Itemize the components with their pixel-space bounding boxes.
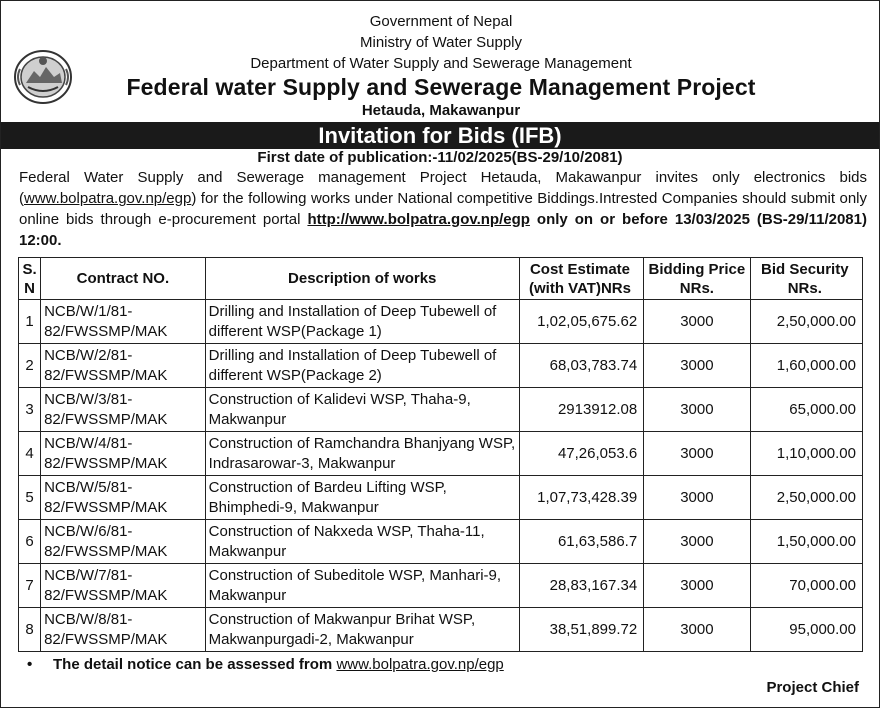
cell-contract: NCB/W/6/81-82/FWSSMP/MAK xyxy=(41,520,206,564)
bullet-icon: • xyxy=(27,656,33,673)
cell-cost: 1,07,73,428.39 xyxy=(519,476,643,520)
egp-link-inline[interactable]: www.bolpatra.gov.np/egp xyxy=(24,190,192,207)
cell-bidding: 3000 xyxy=(644,520,750,564)
cell-bidding: 3000 xyxy=(644,300,750,344)
cell-cost: 2913912.08 xyxy=(519,388,643,432)
cell-cost: 68,03,783.74 xyxy=(519,344,643,388)
table-header-row xyxy=(19,258,863,300)
cell-description: Drilling and Installation of Deep Tubewell of different WSP(Package 1) xyxy=(205,300,519,344)
header-contract: Contract NO. xyxy=(41,258,206,300)
cell-sn: 2 xyxy=(19,344,41,388)
notice-header xyxy=(1,1,879,121)
project-location: Hetauda, Makawanpur xyxy=(361,102,521,119)
cell-security: 2,50,000.00 xyxy=(750,300,862,344)
table-row xyxy=(19,388,863,432)
cell-contract: NCB/W/7/81-82/FWSSMP/MAK xyxy=(41,564,206,608)
cell-description: Construction of Subeditole WSP, Manhari-9, Makwanpur xyxy=(205,564,519,608)
egp-portal-link[interactable]: http://www.bolpatra.gov.np/egp xyxy=(307,211,530,228)
cell-security: 1,60,000.00 xyxy=(750,344,862,388)
header-bidding: Bidding Price NRs. xyxy=(644,258,750,300)
cell-security: 70,000.00 xyxy=(750,564,862,608)
cell-sn: 5 xyxy=(19,476,41,520)
cell-sn: 3 xyxy=(19,388,41,432)
cell-security: 2,50,000.00 xyxy=(750,476,862,520)
table-row xyxy=(19,520,863,564)
cell-contract: NCB/W/3/81-82/FWSSMP/MAK xyxy=(41,388,206,432)
cell-security: 65,000.00 xyxy=(750,388,862,432)
table-row xyxy=(19,564,863,608)
cell-contract: NCB/W/2/81-82/FWSSMP/MAK xyxy=(41,344,206,388)
table-row xyxy=(19,344,863,388)
cell-cost: 61,63,586.7 xyxy=(519,520,643,564)
cell-contract: NCB/W/1/81-82/FWSSMP/MAK xyxy=(41,300,206,344)
ministry-line: Ministry of Water Supply xyxy=(360,34,522,51)
intro-deadline: only on or before 13/03/2025 (BS-29/11/2081) 12:00. xyxy=(19,211,867,249)
cell-security: 1,10,000.00 xyxy=(750,432,862,476)
cell-description: Construction of Makwanpur Brihat WSP, Makwanpurgadi-2, Makwanpur xyxy=(205,608,519,652)
cell-bidding: 3000 xyxy=(644,388,750,432)
cell-sn: 7 xyxy=(19,564,41,608)
cell-security: 1,50,000.00 xyxy=(750,520,862,564)
cell-description: Construction of Ramchandra Bhanjyang WSP, Indrasarowar-3, Makwanpur xyxy=(205,432,519,476)
cell-sn: 8 xyxy=(19,608,41,652)
header-description: Description of works xyxy=(205,258,519,300)
table-row xyxy=(19,300,863,344)
table-row xyxy=(19,476,863,520)
publication-date: First date of publication:-11/02/2025(BS-29/10/2081) xyxy=(257,149,623,166)
project-title: Federal water Supply and Sewerage Management Project xyxy=(126,74,756,100)
cell-contract: NCB/W/5/81-82/FWSSMP/MAK xyxy=(41,476,206,520)
cell-cost: 38,51,899.72 xyxy=(519,608,643,652)
header-cost: Cost Estimate (with VAT)NRs xyxy=(519,258,643,300)
bids-table xyxy=(18,257,863,652)
cell-cost: 47,26,053.6 xyxy=(519,432,643,476)
cell-bidding: 3000 xyxy=(644,608,750,652)
cell-sn: 6 xyxy=(19,520,41,564)
cell-contract: NCB/W/4/81-82/FWSSMP/MAK xyxy=(41,432,206,476)
ifb-banner: Invitation for Bids (IFB) xyxy=(1,122,879,149)
cell-security: 95,000.00 xyxy=(750,608,862,652)
department-line: Department of Water Supply and Sewerage Management xyxy=(250,55,632,72)
header-security: Bid Security NRs. xyxy=(750,258,862,300)
intro-text-1: Federal Water Supply and Sewerage management Project Hetauda, Makawanpur invites only electronics bids ( xyxy=(19,169,867,207)
header-sn: S. N xyxy=(19,258,41,300)
intro-text-2: ) for the following works under National competitive Biddings.Intrested Companies should submit only online bids through e-procurement portal xyxy=(19,190,867,228)
table-row xyxy=(19,608,863,652)
detail-notice-link[interactable]: www.bolpatra.gov.np/egp xyxy=(336,656,504,673)
cell-bidding: 3000 xyxy=(644,432,750,476)
cell-cost: 1,02,05,675.62 xyxy=(519,300,643,344)
signature-project-chief: Project Chief xyxy=(766,679,859,696)
cell-contract: NCB/W/8/81-82/FWSSMP/MAK xyxy=(41,608,206,652)
cell-description: Construction of Bardeu Lifting WSP, Bhimphedi-9, Makwanpur xyxy=(205,476,519,520)
cell-bidding: 3000 xyxy=(644,476,750,520)
cell-bidding: 3000 xyxy=(644,564,750,608)
table-row xyxy=(19,432,863,476)
cell-bidding: 3000 xyxy=(644,344,750,388)
detail-notice-note xyxy=(27,656,504,673)
cell-description: Drilling and Installation of Deep Tubewell of different WSP(Package 2) xyxy=(205,344,519,388)
cell-sn: 4 xyxy=(19,432,41,476)
cell-description: Construction of Nakxeda WSP, Thaha-11, Makwanpur xyxy=(205,520,519,564)
note-text: The detail notice can be assessed from xyxy=(53,656,337,673)
cell-cost: 28,83,167.34 xyxy=(519,564,643,608)
cell-description: Construction of Kalidevi WSP, Thaha-9, Makwanpur xyxy=(205,388,519,432)
intro-paragraph xyxy=(19,167,867,251)
cell-sn: 1 xyxy=(19,300,41,344)
government-line: Government of Nepal xyxy=(369,13,513,30)
